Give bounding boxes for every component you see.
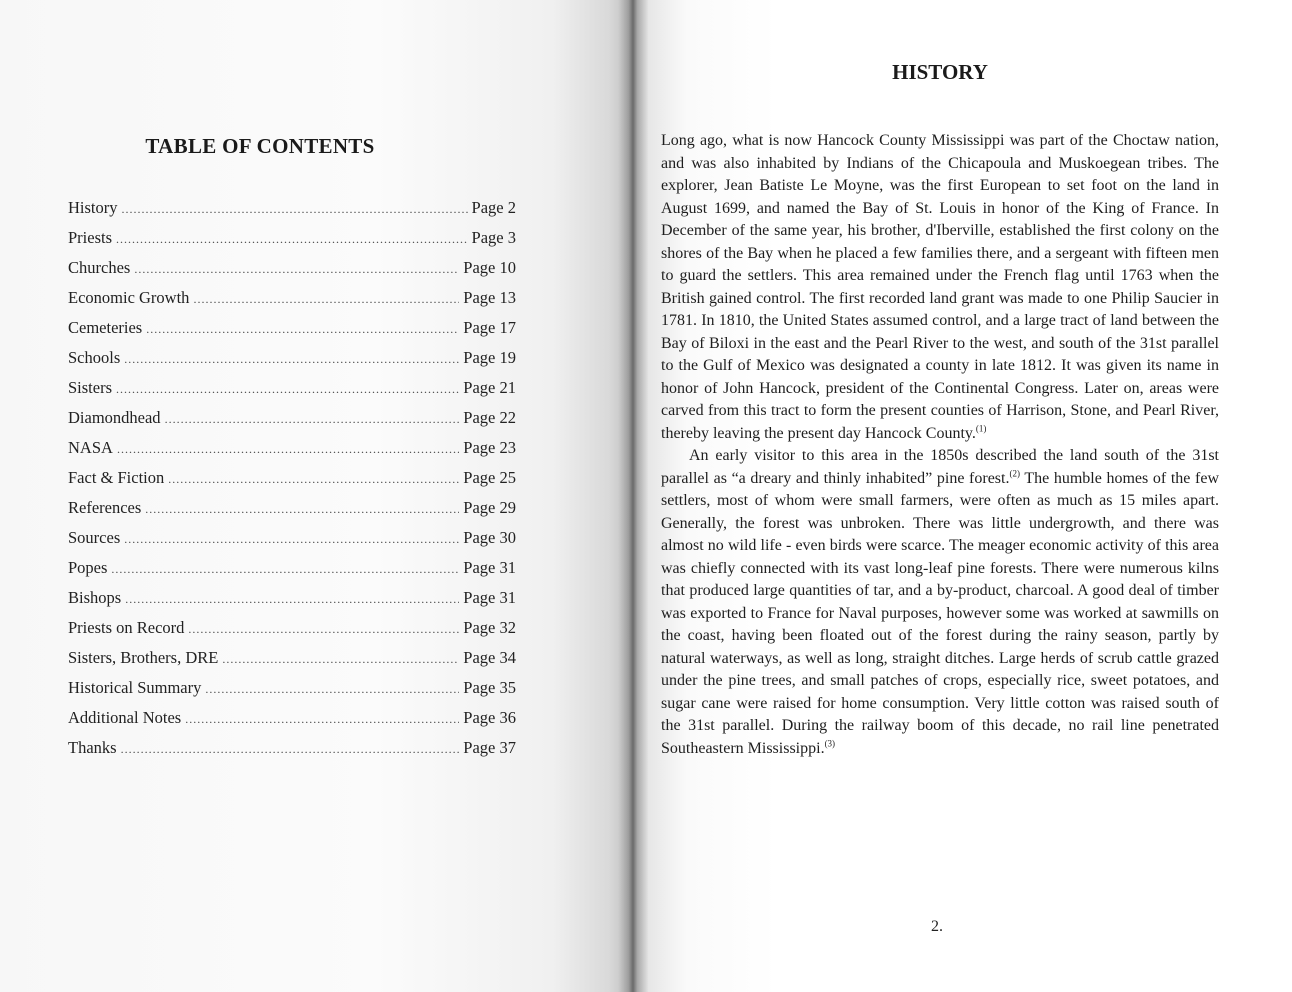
toc-entry-name: Economic Growth	[68, 288, 190, 307]
toc-entry-name: Popes	[68, 558, 108, 577]
left-page	[0, 0, 628, 992]
toc-entry	[68, 408, 516, 438]
toc-leader-dots	[188, 622, 459, 637]
toc-entry-name: Thanks	[68, 738, 117, 757]
history-paragraph-2	[661, 445, 1219, 760]
toc-entry	[68, 288, 516, 318]
toc-entry	[68, 588, 516, 618]
toc-leader-dots	[168, 472, 459, 487]
toc-entry	[68, 348, 516, 378]
toc-leader-dots	[122, 202, 468, 217]
toc-entry-name: Churches	[68, 258, 131, 277]
toc-entry-name: Additional Notes	[68, 708, 182, 727]
toc-entry-name: Sisters, Brothers, DRE	[68, 648, 219, 667]
toc-entry	[68, 438, 516, 468]
toc-leader-dots	[205, 682, 459, 697]
toc-leader-dots	[117, 442, 459, 457]
toc-entry-name: Cemeteries	[68, 318, 143, 337]
toc-title: TABLE OF CONTENTS	[145, 134, 375, 158]
toc-entry	[68, 228, 516, 258]
toc-entry	[68, 378, 516, 408]
toc-entry-page: Page 23	[463, 438, 516, 457]
toc-entry-page: Page 30	[463, 528, 516, 547]
toc-entry	[68, 498, 516, 528]
toc-entry	[68, 528, 516, 558]
toc-leader-dots	[124, 532, 459, 547]
history-paragraph-1	[661, 130, 1219, 445]
toc-leader-dots	[134, 262, 459, 277]
toc-entry-page: Page 32	[463, 618, 516, 637]
toc-entry-name: Historical Summary	[68, 678, 202, 697]
toc-entry	[68, 198, 516, 228]
toc-entry-page: Page 25	[463, 468, 516, 487]
toc-entry	[68, 738, 516, 768]
toc-entry-page: Page 31	[463, 588, 516, 607]
book-gutter	[618, 0, 648, 992]
history-paragraph-2a-text: An early visitor to this area in the 1850s described the land south of the 31st parallel as “a dreary and thinly inhabited” pine forest.	[661, 447, 1219, 487]
toc-entry-name: Priests on Record	[68, 618, 185, 637]
toc-entry	[68, 258, 516, 288]
toc-leader-dots	[165, 412, 460, 427]
toc-leader-dots	[116, 232, 468, 247]
history-paragraph-2b-text: The humble homes of the few settlers, most of whom were small farmers, were often as much as 15 miles apart. Generally, the forest was unbroken. There was little undergrowth, and there was almost no wild life - even birds were scarce. The meager economic activity of this area was chiefly connected with its vast long-leaf pine forests. There were numerous kilns that produced large quantities of tar, and a by-product, charcoal. A good deal of timber was exported to France for Naval purposes, however some was worked at sawmills on the coast, having been floated out of the forest during the rainy season, partly by natural waterways, as well as long, straight ditches. Large herds of scrub cattle grazed under the pine trees, and small patches of crops, especially rice, sweet potatoes, and sugar cane were raised for home consumption. Very little cotton was raised south of the 31st parallel. During the railway boom of this decade, no rail line penetrated Southeastern Mississippi.	[661, 469, 1219, 757]
toc-entry-page: Page 37	[463, 738, 516, 757]
toc-leader-dots	[193, 292, 459, 307]
footnote-marker-2: (2)	[1009, 468, 1020, 479]
toc-entry-page: Page 2	[471, 198, 516, 217]
footnote-marker-3: (3)	[824, 738, 836, 749]
toc-leader-dots	[124, 352, 459, 367]
toc-entry-page: Page 13	[463, 288, 516, 307]
toc-leader-dots	[146, 322, 459, 337]
toc-entry-name: Diamondhead	[68, 408, 161, 427]
toc-entry-page: Page 10	[463, 258, 516, 277]
toc-entry-page: Page 36	[463, 708, 516, 727]
toc-leader-dots	[111, 562, 459, 577]
toc-entry-name: Sources	[68, 528, 121, 547]
toc-entry-name: Schools	[68, 348, 121, 367]
toc-leader-dots	[121, 742, 460, 757]
toc-entry-name: NASA	[68, 438, 113, 457]
toc-entry-name: References	[68, 498, 142, 517]
toc-entry	[68, 468, 516, 498]
history-title: HISTORY	[892, 60, 988, 84]
toc-entry-name: Sisters	[68, 378, 113, 397]
toc-leader-dots	[222, 652, 459, 667]
toc-leader-dots	[185, 712, 459, 727]
toc-entry	[68, 678, 516, 708]
toc-leader-dots	[125, 592, 459, 607]
toc-entry-name: Bishops	[68, 588, 122, 607]
toc-entry-page: Page 22	[463, 408, 516, 427]
toc-entry	[68, 648, 516, 678]
history-body	[661, 130, 1219, 760]
toc-entry	[68, 558, 516, 588]
toc-entry-page: Page 3	[471, 228, 516, 247]
toc-entry-page: Page 34	[463, 648, 516, 667]
toc-entry-page: Page 35	[463, 678, 516, 697]
toc-entry-page: Page 17	[463, 318, 516, 337]
footnote-marker-1: (1)	[975, 423, 987, 434]
toc-entry-page: Page 19	[463, 348, 516, 367]
toc-entry	[68, 708, 516, 738]
toc-entry	[68, 618, 516, 648]
toc-entry-name: Fact & Fiction	[68, 468, 165, 487]
toc-entry	[68, 318, 516, 348]
toc-list	[68, 198, 516, 768]
history-paragraph-1-text: Long ago, what is now Hancock County Mississippi was part of the Choctaw nation, and was also inhabited by Indians of the Chicapoula and Muskoegean tribes. The explorer, Jean Batiste Le Moyne, was the first European to set foot on the land in August 1699, and named the Bay of St. Louis in honor of the King of France. In December of the same year, his brother, d'Iberville, established the first colony on the shores of the Bay when he placed a few families there, and a sergeant with fifteen men to guard the settlers. This area remained under the French flag until 1763 when the British gained control. The first recorded land grant was made to one Philip Saucier in 1781. In 1810, the United States assumed control, and a large tract of land between the Bay of Biloxi in the east and the Pearl River to the west, and south of the 31st parallel to the Gulf of Mexico was designated a county in late 1812. It was given its name in honor of John Hancock, president of the Continental Congress. Later on, areas were carved from this tract to form the present counties of Harrison, Stone, and Pearl River, thereby leaving the present day Hancock County.	[661, 132, 1219, 442]
page-number: 2.	[931, 918, 943, 935]
toc-leader-dots	[116, 382, 459, 397]
toc-entry-page: Page 31	[463, 558, 516, 577]
toc-entry-page: Page 29	[463, 498, 516, 517]
toc-entry-name: Priests	[68, 228, 113, 247]
toc-entry-name: History	[68, 198, 118, 217]
toc-leader-dots	[145, 502, 459, 517]
toc-entry-page: Page 21	[463, 378, 516, 397]
